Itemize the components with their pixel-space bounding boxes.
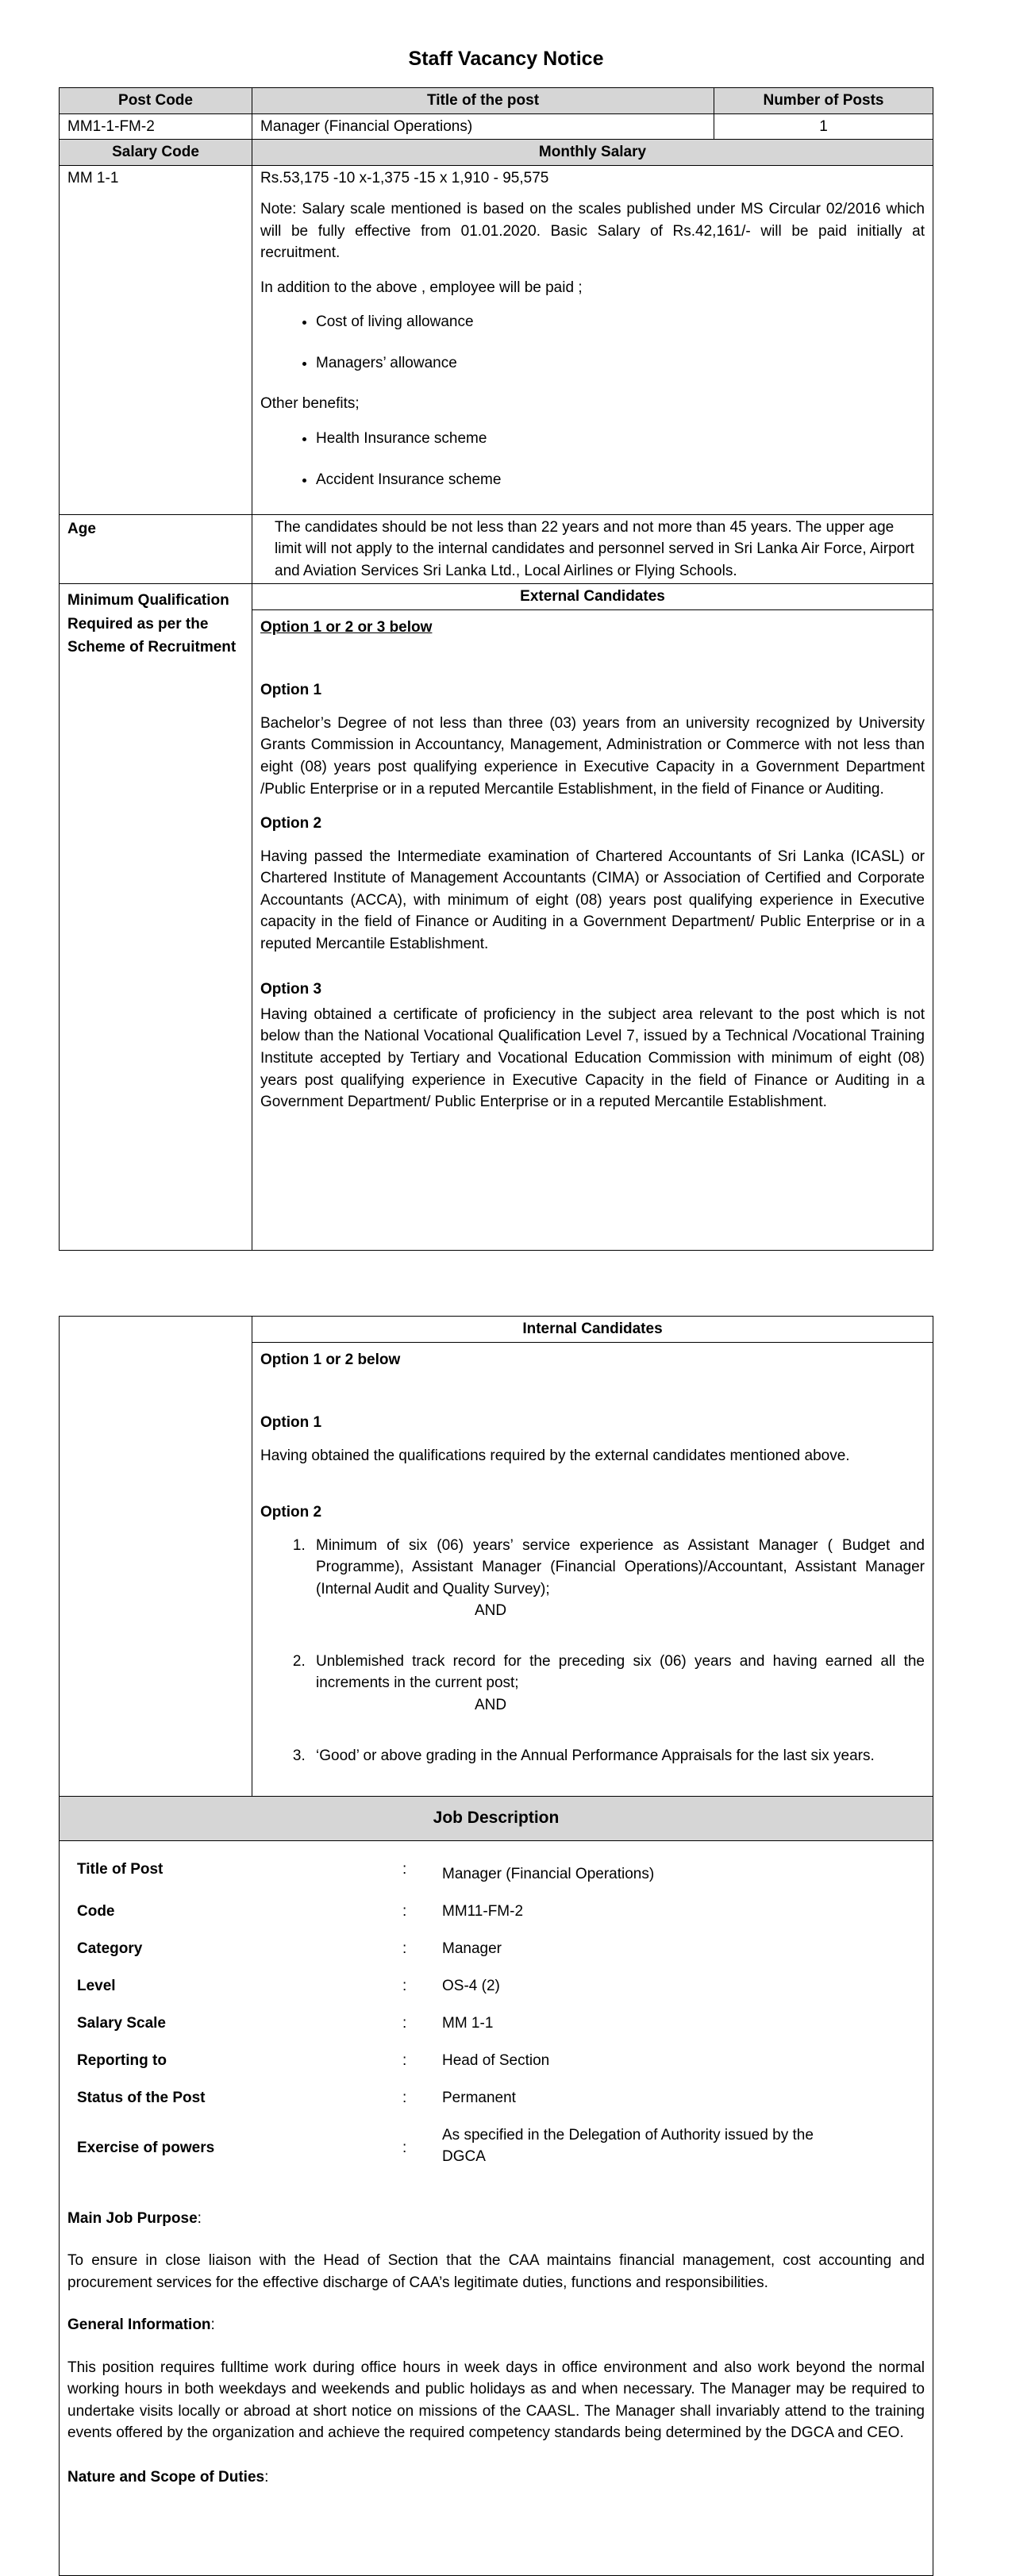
external-intro: Option 1 or 2 or 3 below [260,618,433,636]
addition-intro: In addition to the above , employee will be paid ; [260,279,583,296]
list-item-text: Minimum of six (06) years’ service experience as Assistant Manager ( Budget and Programme), Assistant Manager (Financial Operations)/Accountant, Assistant Manager (Internal Audit and Quality Survey); [316,1536,925,1598]
external-option-3-text: Having obtained a certificate of proficiency in the subject area relevant to the post which is not below than the National Vocational Qualification Level 7, issued by a Technical /Vocational Training Institute accepted by Tertiary and Vocational Education Commission with minimum of eight (08) years post qualifying experience in Executive Capacity in the field of Finance or Auditing in a Government Department/ Public Enterprise or in a reputed Mercantile Establishment. [260,1005,925,1111]
internal-intro: Option 1 or 2 below [260,1351,401,1368]
nature-scope-label-text: Nature and Scope of Duties [67,2468,265,2486]
internal-option-2-list [260,1535,925,1767]
field-value: Manager (Financial Operations) [442,1865,655,1882]
external-candidates-header: External Candidates [252,584,933,610]
list-item: • Health Insurance scheme [316,428,925,450]
field-colon: : [402,2089,407,2106]
field-colon: : [402,2051,407,2069]
and-label: AND [475,1697,507,1714]
internal-table [59,1316,933,2576]
field-colon: : [402,2014,407,2032]
number-header: Number of Posts [714,88,933,114]
age-label: Age [60,514,252,584]
main-purpose-text: To ensure in close liaison with the Head of Section that the CAA maintains financial management, cost accounting and procurement services for the effective discharge of CAA’s legitimate duties, functions and responsibilities. [67,2252,925,2291]
job-fields [67,1859,925,2174]
external-option-2-title: Option 2 [260,815,322,832]
age-text: The candidates should be not less than 22 years and not more than 45 years. The upper age limit will not apply to the internal candidates and personnel served in Sri Lanka Air Force, Airport and Aviation Services Sri Lanka Ltd., Local Airlines or Flying Schools. [252,514,933,584]
field-key: Category [77,1940,143,1957]
job-description-row [60,1840,933,2575]
monthly-salary-header: Monthly Salary [252,140,933,166]
internal-candidates-header: Internal Candidates [252,1317,933,1343]
internal-blank-cell [60,1317,252,1797]
field-key: Status of the Post [77,2089,206,2106]
field-colon: : [402,1977,407,1994]
field-value: As specified in the Delegation of Authority issued by the DGCA [442,2126,814,2166]
general-info-text: This position requires fulltime work during office hours in week days in office environment and also work beyond the normal working hours in both weekdays and weekends and public holidays as and when necessary. The Manager may be required to undertake visits locally or abroad at short notice on missions of the CAASL. The Manager shall invariably attend to the training events offered by the organization and achieve the required competency standards being determined by the DGCA and CEO. [67,2359,925,2442]
field-key: Title of Post [77,1860,164,1878]
field-colon: : [402,1902,407,1920]
main-purpose-label-text: Main Job Purpose [67,2209,198,2227]
field-value: OS-4 (2) [442,1977,500,1994]
field-colon: : [402,1860,407,1878]
general-info-label: General Information: [67,2316,215,2334]
salary-header-row [60,140,933,166]
field-value: MM11-FM-2 [442,1902,524,1920]
salary-code-header: Salary Code [60,140,252,166]
post-count-cell: 1 [714,113,933,140]
external-option-3-title: Option 3 [260,981,322,998]
list-item [310,1535,925,1622]
external-options-cell [252,609,933,1250]
field-key: Reporting to [77,2051,167,2069]
vacancy-table [59,87,933,1251]
field-colon: : [402,2139,407,2156]
field-colon: : [402,1940,407,1957]
salary-scale: Rs.53,175 -10 x-1,375 -15 x 1,910 - 95,575 [260,169,549,186]
post-title-cell: Manager (Financial Operations) [252,113,714,140]
job-description-cell [60,1840,933,2575]
internal-option-1-title: Option 1 [260,1414,322,1432]
list-item: • Managers’ allowance [316,352,925,375]
field-key: Level [77,1977,116,1994]
title-header: Title of the post [252,88,714,114]
internal-header-row [60,1317,933,1343]
field-value: MM 1-1 [442,2014,494,2032]
list-item [310,1651,925,1717]
salary-row [60,165,933,514]
field-key: Salary Scale [77,2014,166,2032]
nature-scope-label: Nature and Scope of Duties: [67,2468,269,2486]
list-item: • Cost of living allowance [316,311,925,333]
general-info-label-text: General Information [67,2316,211,2334]
list-item [310,1745,925,1767]
internal-option-1-text: Having obtained the qualifications required by the external candidates mentioned above. [260,1447,850,1464]
field-key: Code [77,1902,115,1920]
salary-code-cell: MM 1-1 [60,165,252,514]
field-value: Permanent [442,2089,516,2106]
post-code-header: Post Code [60,88,252,114]
post-row [60,113,933,140]
job-description-header: Job Description [60,1796,933,1840]
field-key: Exercise of powers [77,2139,215,2156]
benefit-list [260,428,925,490]
qualification-label: Minimum Qualification Required as per the Scheme of Recruitment [60,584,252,1251]
internal-options-cell [252,1342,933,1796]
field-value: Manager [442,1940,502,1957]
age-row [60,514,933,584]
list-item: • Accident Insurance scheme [316,469,925,491]
list-item-text: Unblemished track record for the preceding six (06) years and having earned all the increments in the current post; [316,1652,925,1692]
list-item-text: ‘Good’ or above grading in the Annual Performance Appraisals for the last six years. [316,1747,875,1764]
main-purpose-label: Main Job Purpose: [67,2209,202,2227]
internal-option-2-title: Option 2 [260,1504,322,1521]
salary-note: Note: Salary scale mentioned is based on the scales published under MS Circular 02/2016 which will be fully effective from 01.01.2020. Basic Salary of Rs.42,161/- will be paid initially at recruitment. [260,201,925,262]
other-benefits-label: Other benefits; [260,395,360,413]
allowance-list [260,311,925,374]
and-label: AND [475,1602,507,1620]
external-header-row [60,584,933,610]
job-description-header-row [60,1796,933,1840]
salary-details-cell [252,165,933,514]
external-option-2-text: Having passed the Intermediate examination of Chartered Accountants of Sri Lanka (ICASL) or Chartered Institute of Management Accountants (CIMA) or Association of Certified and Corporate Accountants (ACCA), with minimum of eight (08) years post qualifying experience in Executive capacity in the field of Finance or Auditing in a Government Department/ Public Enterprise or in a reputed Mercantile Establishment. [260,848,925,952]
header-row [60,88,933,114]
field-value: Head of Section [442,2051,550,2069]
external-option-1-text: Bachelor’s Degree of not less than three (03) years from an university recognized by University Grants Commission in Accountancy, Management, Administration or Commerce with not less than eight (08) years post qualifying experience in Executive Capacity in a Government Department /Public Enterprise or in a reputed Mercantile Establishment, in the field of Finance or Auditing. [260,714,925,798]
post-code-cell: MM1-1-FM-2 [60,113,252,140]
page-title: Staff Vacancy Notice [408,48,604,70]
external-option-1-title: Option 1 [260,682,322,699]
